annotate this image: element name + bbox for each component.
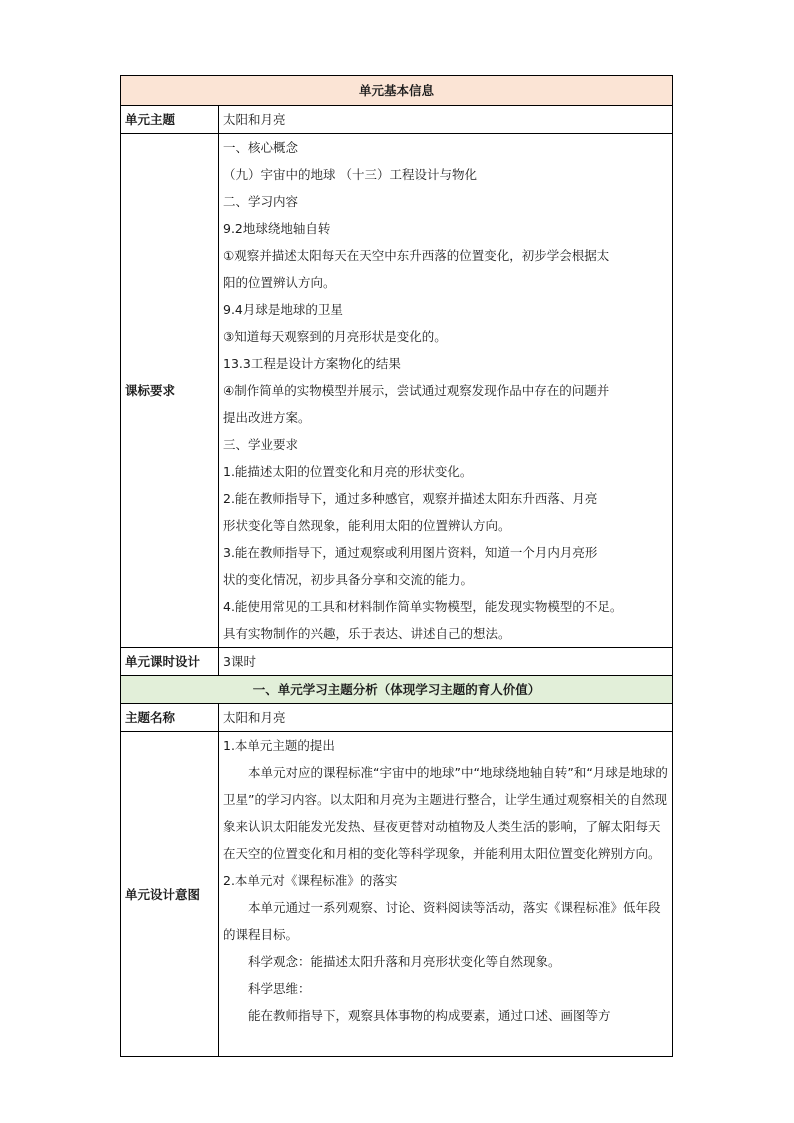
standards-line: 三、学业要求	[223, 437, 299, 452]
standards-line: 13.3工程是设计方案物化的结果	[223, 356, 401, 371]
standards-line: 9.4月球是地球的卫星	[223, 302, 343, 317]
standards-line: 具有实物制作的兴趣，乐于表达、讲述自己的想法。	[223, 626, 511, 641]
design-intent-paragraph: 本单元对应的课程标准“宇宙中的地球”中“地球绕地轴自转”和“月球是地球的卫星”的学习内容。以太阳和月亮为主题进行整合，让学生通过观察相关的自然现象来认识太阳能发光发热、昼夜更替对动植物及人类生活的影响，了解太阳每天在天空的位置变化和月相的变化等科学现象，并能利用太阳位置变化辨别方向。	[223, 765, 668, 861]
section1-header: 一、单元学习主题分析（体现学习主题的育人价值）	[121, 676, 673, 704]
design-intent-label: 单元设计意图	[121, 732, 219, 1057]
standards-line: 4.能使用常见的工具和材料制作简单实物模型，能发现实物模型的不足。	[223, 599, 623, 614]
standards-line: ①观察并描述太阳每天在天空中东升西落的位置变化，初步学会根据太	[223, 248, 610, 263]
standards-line: 二、学习内容	[223, 194, 299, 209]
standards-line: 状的变化情况，初步具备分享和交流的能力。	[223, 572, 474, 587]
standards-line: ③知道每天观察到的月亮形状是变化的。	[223, 329, 447, 344]
design-intent-paragraph: 本单元通过一系列观察、讨论、资料阅读等活动，落实《课程标准》低年段的课程目标。	[223, 900, 661, 942]
standards-line: 3.能在教师指导下，通过观察或利用图片资料，知道一个月内月亮形	[223, 545, 598, 560]
lesson-design-label: 单元课时设计	[121, 648, 219, 676]
topic-name-value: 太阳和月亮	[219, 704, 673, 732]
unit-info-table	[120, 75, 673, 1057]
design-intent-content	[219, 732, 673, 1057]
standards-content	[219, 134, 673, 648]
design-intent-heading: 1.本单元主题的提出	[223, 738, 335, 753]
standards-line: 形状变化等自然现象，能利用太阳的位置辨认方向。	[223, 518, 511, 533]
standards-line: 9.2地球绕地轴自转	[223, 221, 331, 236]
lesson-design-value: 3课时	[219, 648, 673, 676]
design-intent-heading: 2.本单元对《课程标准》的落实	[223, 873, 398, 888]
unit-theme-label: 单元主题	[121, 106, 219, 134]
standards-line: （九）宇宙中的地球 （十三）工程设计与物化	[223, 167, 477, 182]
standards-line: 提出改进方案。	[223, 410, 311, 425]
topic-name-label: 主题名称	[121, 704, 219, 732]
standards-label: 课标要求	[121, 134, 219, 648]
unit-theme-value: 太阳和月亮	[219, 106, 673, 134]
standards-line: 一、核心概念	[223, 140, 299, 155]
standards-line: 2.能在教师指导下，通过多种感官，观察并描述太阳东升西落、月亮	[223, 491, 598, 506]
table-title: 单元基本信息	[121, 76, 673, 106]
standards-line: 阳的位置辨认方向。	[223, 275, 336, 290]
design-intent-paragraph: 能在教师指导下，观察具体事物的构成要素，通过口述、画图等方	[248, 1008, 611, 1023]
standards-line: 1.能描述太阳的位置变化和月亮的形状变化。	[223, 464, 473, 479]
standards-line: ④制作简单的实物模型并展示，尝试通过观察发现作品中存在的问题并	[223, 383, 610, 398]
design-intent-paragraph: 科学观念：能描述太阳升落和月亮形状变化等自然现象。	[248, 954, 561, 969]
design-intent-paragraph: 科学思维：	[248, 981, 311, 996]
